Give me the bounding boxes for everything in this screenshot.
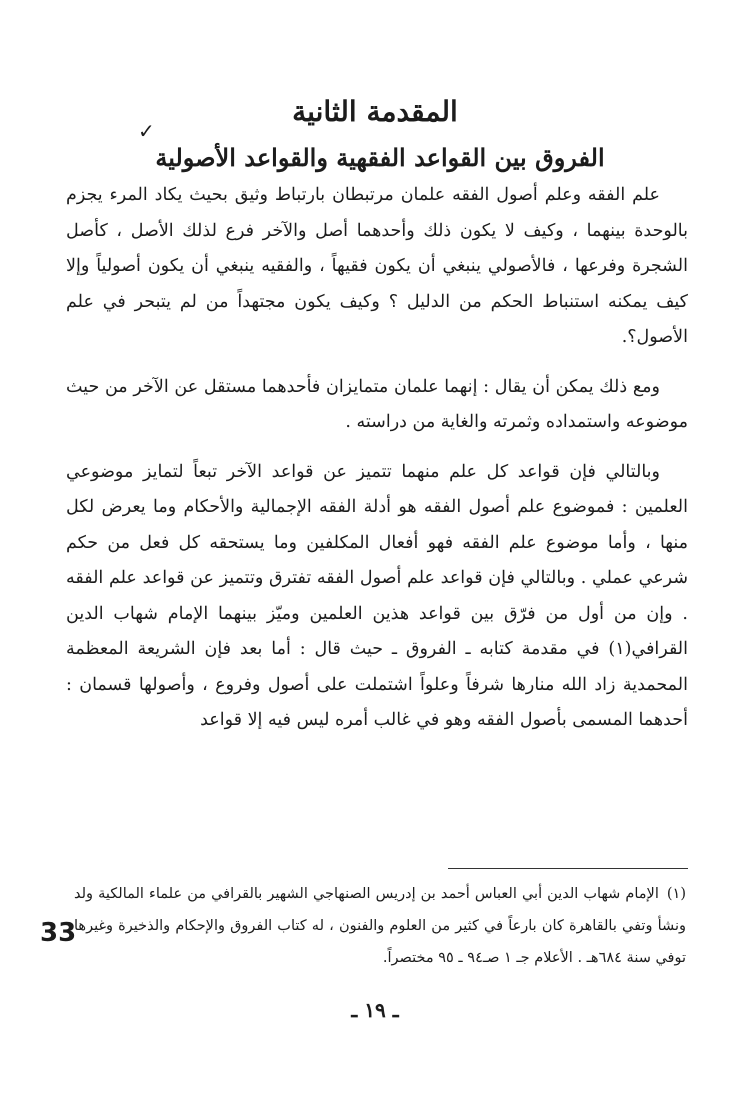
paragraph-1: علم الفقه وعلم أصول الفقه علمان مرتبطان بارتباط وثيق بحيث يكاد المرء يجزم بالوحدة بينهما ، وكيف لا يكون ذلك وأحدهما أصل والآخر فرع لذلك الأصل ، كأصل الشجرة وفرعها ، فالأصولي ينبغي أن يكون فقيهاً ، والفقيه ينبغي أن يكون أصولياً وإلا كيف يمكنه استنباط الحكم من الدليل ؟ وكيف يكون مجتهداً من لم يتبحر في علم الأصول؟. — [66, 185, 688, 347]
paragraph-3: وبالتالي فإن قواعد كل علم منهما تتميز عن قواعد الآخر تبعاً لتمايز موضوعي العلمين : فموضوع علم أصول الفقه هو أدلة الفقه الإجمالية والأحكام وما يعرض لكل منها ، وأما موضوع علم الفقه فهو أفعال المكلفين وما يستحقه كل فعل من حكم شرعي عملي . وبالتالي فإن قواعد علم أصول الفقه تفترق وتتميز عن قواعد علم الفقه . وإن من أول من فرّق بين قواعد هذين العلمين وميّز بينهما الإمام شهاب الدين القرافي(١) في مقدمة كتابه ـ الفروق ـ حيث قال : أما بعد فإن الشريعة المعظمة المحمدية زاد الله منارها شرفاً وعلواً اشتملت على أصول وفروع ، وأصولها قسمان : أحدهما المسمى بأصول الفقه وهو في غالب أمره ليس فيه إلا قواعد — [66, 461, 688, 730]
main-text — [66, 178, 688, 739]
footnote-text: الإمام شهاب الدين أبي العباس أحمد بن إدريس الصنهاجي الشهير بالقرافي من علماء المالكية ولد ونشأ وتفي بالقاهرة كان بارعاً في كثير من العلوم والفنون ، له كتاب الفروق والإحكام والذخيرة وغيرها توفي سنة ٦٨٤هـ . الأعلام جـ ١ صـ٩٤ ـ ٩٥ مختصراً. — [74, 886, 686, 966]
footnote — [74, 878, 686, 974]
footnote-number: (١) — [666, 886, 686, 902]
footnote-divider — [448, 868, 688, 869]
check-mark-icon: ✓ — [138, 119, 155, 143]
page-title: المقدمة الثانية — [292, 95, 458, 128]
paragraph-2: ومع ذلك يمكن أن يقال : إنهما علمان متمايزان فأحدهما مستقل عن الآخر من حيث موضوعه واستمداده وثمرته والغاية من دراسته . — [66, 376, 688, 432]
page-subtitle: الفروق بين القواعد الفقهية والقواعد الأصولية — [155, 143, 605, 172]
handwritten-margin-note: 33 — [40, 918, 77, 948]
page-number: ـ ١٩ ـ — [351, 998, 399, 1022]
